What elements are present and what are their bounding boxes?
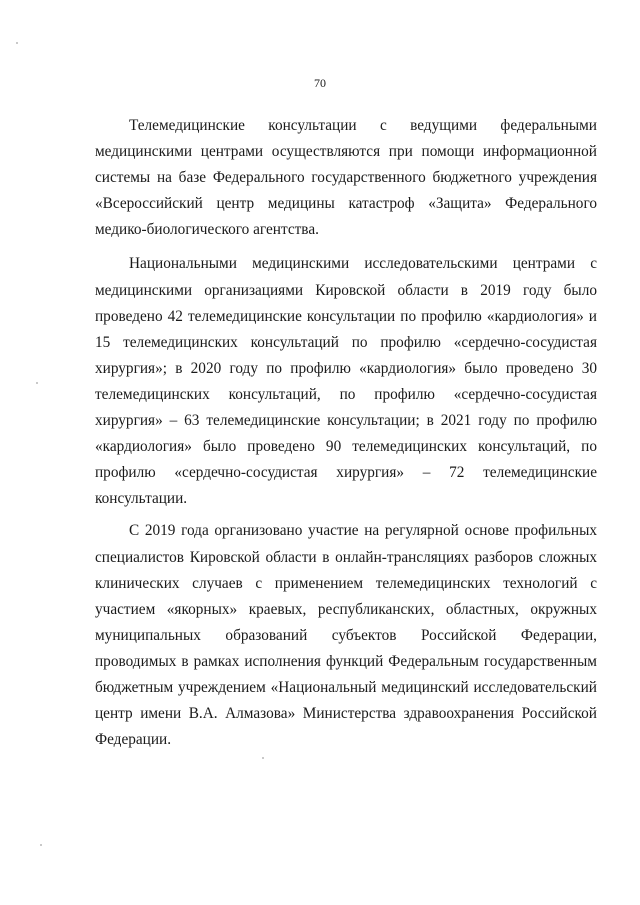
scan-speck <box>16 42 18 44</box>
scan-speck <box>262 757 264 759</box>
paragraph: Национальными медицинскими исследовательскими центрами с медицинскими организациями Кировской области в 2019 году было проведено 42 телемедицинские консультации по профилю «кардиология» и 15 телемедицинских консультаций по профилю «сердечно-сосудистая хирургия»; в 2020 году по профилю «кардиология» было проведено 30 телемедицинских консультаций, по профилю «сердечно-сосудистая хирургия» – 63 телемедицинские консультации; в 2021 году по профилю «кардиология» было проведено 90 телемедицинских консультаций, по профилю «сердечно-сосудистая хирургия» – 72 телемедицинские консультации. <box>95 255 597 508</box>
page-number: 70 <box>314 76 326 90</box>
document-body <box>95 113 597 753</box>
paragraph: Телемедицинские консультации с ведущими федеральными медицинскими центрами осуществляются при помощи информационной системы на базе Федерального государственного бюджетного учреждения «Всероссийский центр медицины катастроф «Защита» Федерального медико-биологического агентства. <box>95 117 597 239</box>
scan-speck <box>36 382 38 384</box>
scan-speck <box>40 844 42 846</box>
paragraph: С 2019 года организовано участие на регулярной основе профильных специалистов Кировской области в онлайн-трансляциях разборов сложных клинических случаев с применением телемедицинских технологий с участием «якорных» краевых, республиканских, областных, окружных муниципальных образований субъектов Российской Федерации, проводимых в рамках исполнения функций Федеральным государственным бюджетным учреждением «Национальный медицинский исследовательский центр имени В.А. Алмазова» Министерства здравоохранения Российской Федерации. <box>95 522 597 749</box>
